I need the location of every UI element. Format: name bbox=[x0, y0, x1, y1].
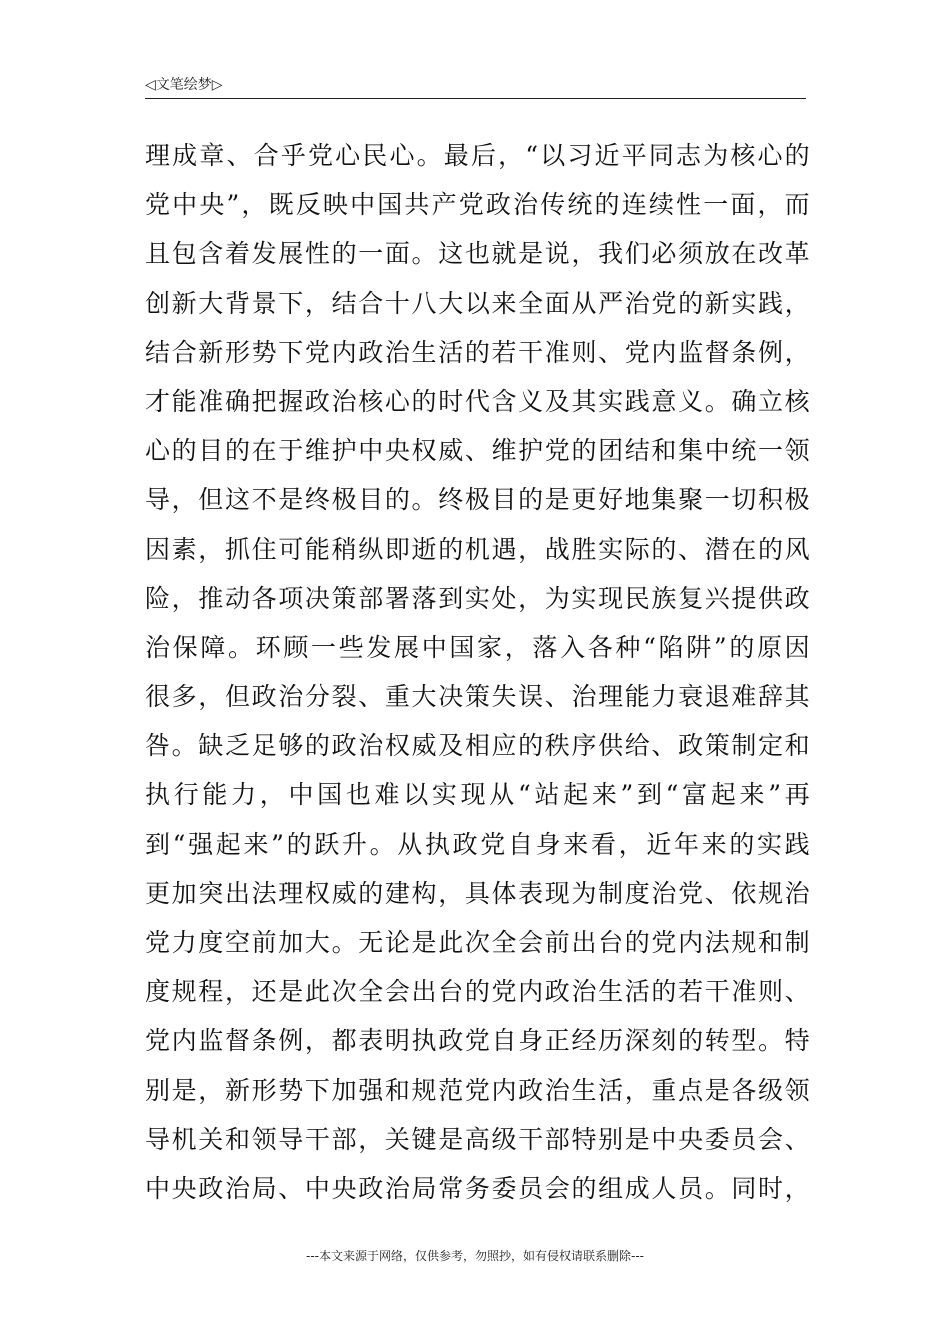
text-line: 到“强起来”的跃升。从执政党自身来看，近年来的实践 bbox=[145, 829, 810, 859]
page-header bbox=[145, 72, 806, 99]
text-line: 党内监督条例，都表明执政党自身正经历深刻的转型。特 bbox=[145, 1026, 810, 1056]
page-footer: ---本文来源于网络，仅供参考，勿照抄，如有侵权请联系删除--- bbox=[306, 1249, 644, 1263]
text-line: 咎。缺乏足够的政治权威及相应的秩序供给、政策制定和 bbox=[145, 731, 810, 761]
text-line: 很多，但政治分裂、重大决策失误、治理能力衰退难辞其 bbox=[145, 682, 810, 712]
text-line: 理成章、合乎党心民心。最后，“以习近平同志为核心的 bbox=[145, 141, 810, 170]
text-line: 治保障。环顾一些发展中国家，落入各种“陷阱”的原因 bbox=[145, 632, 810, 662]
header-title: ◁文笔绘梦▷ bbox=[145, 77, 223, 93]
text-line: 结合新形势下党内政治生活的若干准则、党内监督条例， bbox=[145, 337, 810, 367]
text-line: 心的目的在于维护中央权威、维护党的团结和集中统一领 bbox=[145, 436, 810, 466]
text-line: 险，推动各项决策部署落到实处，为实现民族复兴提供政 bbox=[145, 583, 810, 613]
text-line: 创新大背景下，结合十八大以来全面从严治党的新实践， bbox=[145, 288, 810, 318]
text-line: 导机关和领导干部，关键是高级干部特别是中央委员会、 bbox=[145, 1124, 810, 1154]
text-line: 因素，抓住可能稍纵即逝的机遇，战胜实际的、潜在的风 bbox=[145, 534, 810, 564]
text-line: 中央政治局、中央政治局常务委员会的组成人员。同时， bbox=[145, 1173, 810, 1203]
text-line: 更加突出法理权威的建构，具体表现为制度治党、依规治 bbox=[145, 878, 810, 908]
text-line: 导，但这不是终极目的。终极目的是更好地集聚一切积极 bbox=[145, 485, 810, 515]
document-body bbox=[145, 131, 810, 1213]
text-line: 才能准确把握政治核心的时代含义及其实践意义。确立核 bbox=[145, 386, 810, 416]
text-line: 别是，新形势下加强和规范党内政治生活，重点是各级领 bbox=[145, 1075, 810, 1105]
text-line: 党力度空前加大。无论是此次全会前出台的党内法规和制 bbox=[145, 928, 810, 957]
text-line: 度规程，还是此次全会出台的党内政治生活的若干准则、 bbox=[145, 977, 810, 1007]
text-line: 党中央”，既反映中国共产党政治传统的连续性一面，而 bbox=[145, 190, 810, 220]
text-line: 执行能力，中国也难以实现从“站起来”到“富起来”再 bbox=[145, 780, 810, 810]
text-line: 且包含着发展性的一面。这也就是说，我们必须放在改革 bbox=[145, 239, 810, 269]
